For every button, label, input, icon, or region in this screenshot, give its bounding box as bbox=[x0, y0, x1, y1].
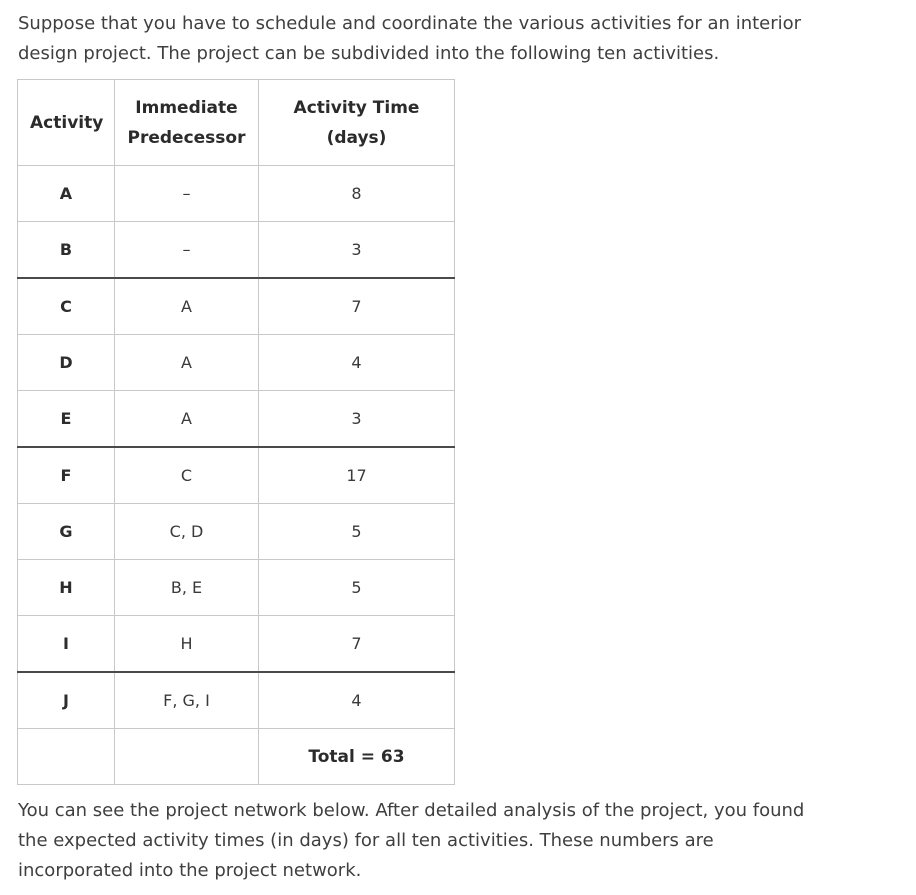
activity-cell: H bbox=[18, 560, 115, 616]
time-cell: 7 bbox=[259, 278, 455, 335]
table-row bbox=[18, 504, 455, 560]
activity-table bbox=[17, 79, 455, 785]
predecessor-cell: A bbox=[115, 335, 259, 391]
activity-cell: A bbox=[18, 166, 115, 222]
time-cell: 3 bbox=[259, 391, 455, 448]
predecessor-cell: C bbox=[115, 447, 259, 504]
predecessor-cell: F, G, I bbox=[115, 672, 259, 729]
predecessor-cell: B, E bbox=[115, 560, 259, 616]
table-row bbox=[18, 616, 455, 673]
activity-cell: F bbox=[18, 447, 115, 504]
table-row bbox=[18, 560, 455, 616]
table-row bbox=[18, 222, 455, 279]
time-cell: 4 bbox=[259, 672, 455, 729]
empty-cell bbox=[18, 729, 115, 785]
activity-cell: G bbox=[18, 504, 115, 560]
intro-paragraph: Suppose that you have to schedule and coordinate the various activities for an interior design project. The project can be subdivided into the following ten activities. bbox=[18, 13, 802, 64]
header-activity: Activity bbox=[18, 80, 115, 166]
table-row bbox=[18, 278, 455, 335]
table-row bbox=[18, 391, 455, 448]
predecessor-cell: – bbox=[115, 222, 259, 279]
table-row bbox=[18, 166, 455, 222]
activity-cell: C bbox=[18, 278, 115, 335]
activity-cell: B bbox=[18, 222, 115, 279]
table-row bbox=[18, 447, 455, 504]
activity-cell: I bbox=[18, 616, 115, 673]
outro-paragraph: You can see the project network below. After detailed analysis of the project, you found the expected activity times (in days) for all ten activities. These numbers are incorporated into the project network. bbox=[18, 800, 805, 881]
activity-cell: J bbox=[18, 672, 115, 729]
time-cell: 17 bbox=[259, 447, 455, 504]
time-cell: 5 bbox=[259, 504, 455, 560]
time-cell: 8 bbox=[259, 166, 455, 222]
table-row bbox=[18, 672, 455, 729]
empty-cell bbox=[115, 729, 259, 785]
predecessor-cell: H bbox=[115, 616, 259, 673]
time-cell: 4 bbox=[259, 335, 455, 391]
predecessor-cell: A bbox=[115, 278, 259, 335]
predecessor-cell: – bbox=[115, 166, 259, 222]
header-activity-time: Activity Time (days) bbox=[259, 80, 455, 166]
time-cell: 5 bbox=[259, 560, 455, 616]
time-cell: 3 bbox=[259, 222, 455, 279]
table-row bbox=[18, 335, 455, 391]
header-immediate-predecessor: Immediate Predecessor bbox=[115, 80, 259, 166]
predecessor-cell: C, D bbox=[115, 504, 259, 560]
time-cell: 7 bbox=[259, 616, 455, 673]
total-cell: Total = 63 bbox=[259, 729, 455, 785]
total-row bbox=[18, 729, 455, 785]
table-header-row bbox=[18, 80, 455, 166]
activity-cell: D bbox=[18, 335, 115, 391]
activity-cell: E bbox=[18, 391, 115, 448]
predecessor-cell: A bbox=[115, 391, 259, 448]
